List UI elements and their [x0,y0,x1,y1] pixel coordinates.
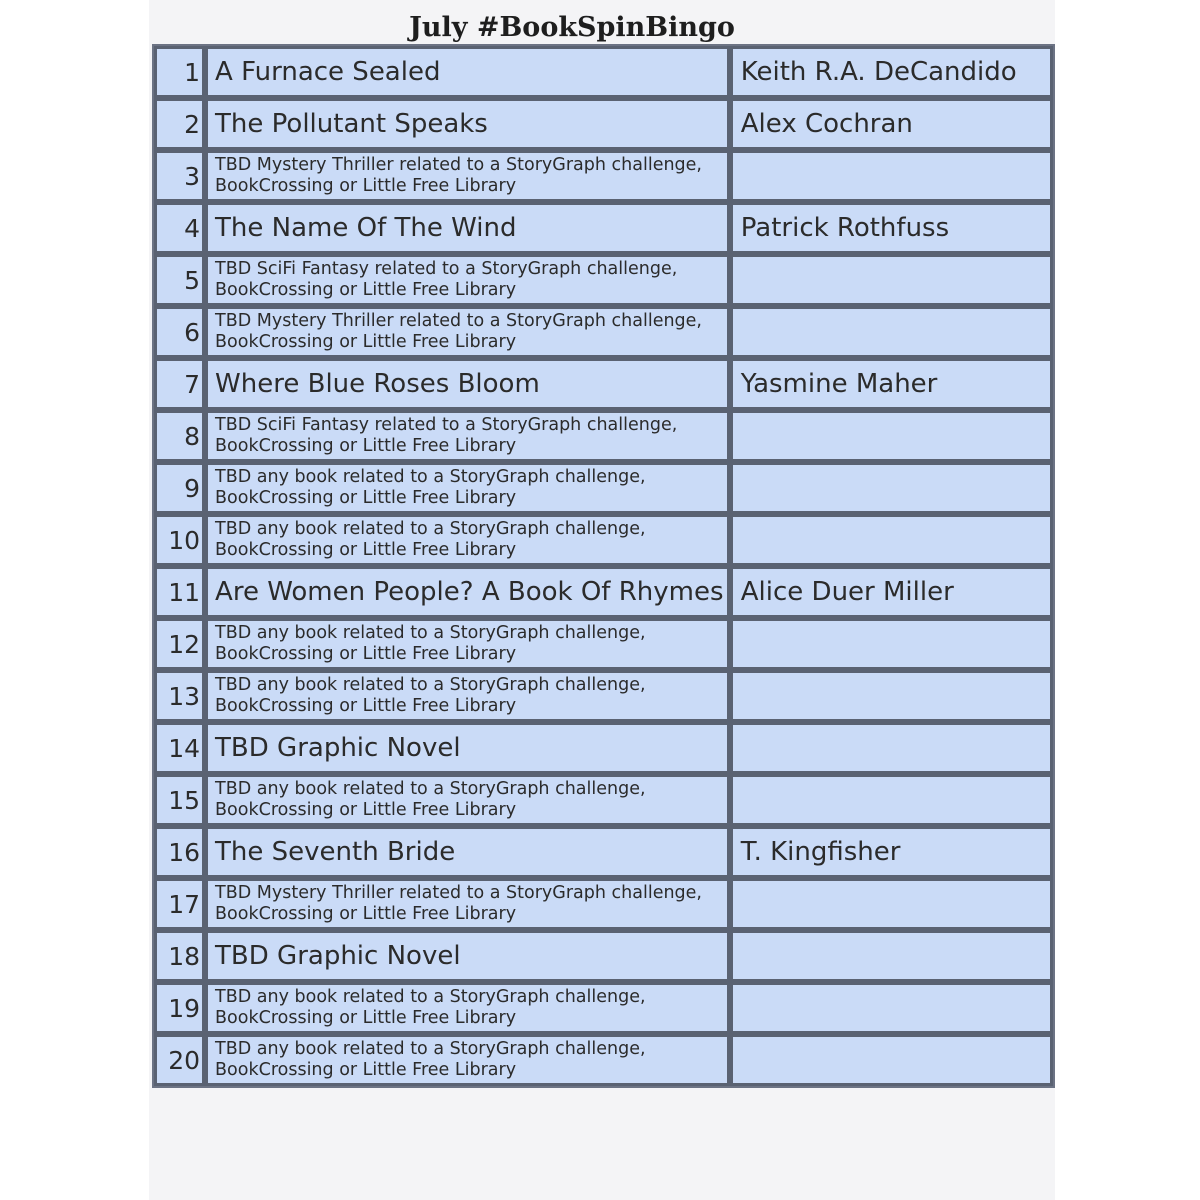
table-row [154,462,1053,514]
table-row [154,1034,1053,1086]
bingo-table-body [154,46,1053,1086]
author-cell [730,930,1053,982]
row-number: 7 [154,358,205,410]
row-number: 8 [154,410,205,462]
table-row [154,98,1053,150]
author-cell: T. Kingfisher [730,826,1053,878]
table-row [154,722,1053,774]
book-title-cell: TBD Mystery Thriller related to a StoryGraph challenge, BookCrossing or Little Free Library [205,150,730,202]
book-title-cell: TBD Mystery Thriller related to a StoryGraph challenge, BookCrossing or Little Free Library [205,306,730,358]
row-number: 10 [154,514,205,566]
author-cell [730,670,1053,722]
book-title-cell: TBD any book related to a StoryGraph challenge, BookCrossing or Little Free Library [205,670,730,722]
book-title-cell: Where Blue Roses Bloom [205,358,730,410]
table-row [154,306,1053,358]
row-number: 12 [154,618,205,670]
book-title-cell: Are Women People? A Book Of Rhymes [205,566,730,618]
table-row [154,774,1053,826]
book-title-cell: TBD Graphic Novel [205,930,730,982]
author-cell [730,722,1053,774]
table-row [154,982,1053,1034]
book-title-cell: TBD any book related to a StoryGraph challenge, BookCrossing or Little Free Library [205,514,730,566]
author-cell [730,878,1053,930]
table-row [154,670,1053,722]
book-title-cell: TBD Mystery Thriller related to a StoryGraph challenge, BookCrossing or Little Free Library [205,878,730,930]
table-row [154,46,1053,98]
book-title-cell: TBD any book related to a StoryGraph challenge, BookCrossing or Little Free Library [205,1034,730,1086]
author-cell [730,462,1053,514]
row-number: 13 [154,670,205,722]
table-row [154,930,1053,982]
bingo-table [152,44,1055,1088]
book-title-cell: TBD SciFi Fantasy related to a StoryGraph challenge, BookCrossing or Little Free Library [205,410,730,462]
table-row [154,878,1053,930]
table-row [154,566,1053,618]
book-title-cell: The Pollutant Speaks [205,98,730,150]
row-number: 6 [154,306,205,358]
row-number: 2 [154,98,205,150]
author-cell [730,410,1053,462]
author-cell: Keith R.A. DeCandido [730,46,1053,98]
author-cell [730,254,1053,306]
book-title-cell: TBD any book related to a StoryGraph challenge, BookCrossing or Little Free Library [205,982,730,1034]
book-title-cell: The Name Of The Wind [205,202,730,254]
author-cell [730,982,1053,1034]
table-row [154,410,1053,462]
row-number: 14 [154,722,205,774]
author-cell: Yasmine Maher [730,358,1053,410]
author-cell [730,1034,1053,1086]
row-number: 5 [154,254,205,306]
row-number: 16 [154,826,205,878]
author-cell [730,514,1053,566]
row-number: 3 [154,150,205,202]
table-row [154,202,1053,254]
book-title-cell: TBD any book related to a StoryGraph challenge, BookCrossing or Little Free Library [205,462,730,514]
row-number: 18 [154,930,205,982]
page-title: July #BookSpinBingo [409,12,735,43]
author-cell: Patrick Rothfuss [730,202,1053,254]
row-number: 19 [154,982,205,1034]
table-row [154,358,1053,410]
book-title-cell: The Seventh Bride [205,826,730,878]
author-cell [730,150,1053,202]
author-cell [730,306,1053,358]
table-row [154,254,1053,306]
book-title-cell: TBD any book related to a StoryGraph challenge, BookCrossing or Little Free Library [205,618,730,670]
bingo-sheet [149,0,1055,1200]
row-number: 17 [154,878,205,930]
row-number: 20 [154,1034,205,1086]
row-number: 11 [154,566,205,618]
table-row [154,826,1053,878]
row-number: 4 [154,202,205,254]
book-title-cell: TBD SciFi Fantasy related to a StoryGraph challenge, BookCrossing or Little Free Library [205,254,730,306]
row-number: 15 [154,774,205,826]
author-cell: Alice Duer Miller [730,566,1053,618]
author-cell [730,774,1053,826]
book-title-cell: A Furnace Sealed [205,46,730,98]
table-row [154,618,1053,670]
author-cell [730,618,1053,670]
table-row [154,150,1053,202]
table-row [154,514,1053,566]
row-number: 9 [154,462,205,514]
book-title-cell: TBD Graphic Novel [205,722,730,774]
book-title-cell: TBD any book related to a StoryGraph challenge, BookCrossing or Little Free Library [205,774,730,826]
row-number: 1 [154,46,205,98]
author-cell: Alex Cochran [730,98,1053,150]
